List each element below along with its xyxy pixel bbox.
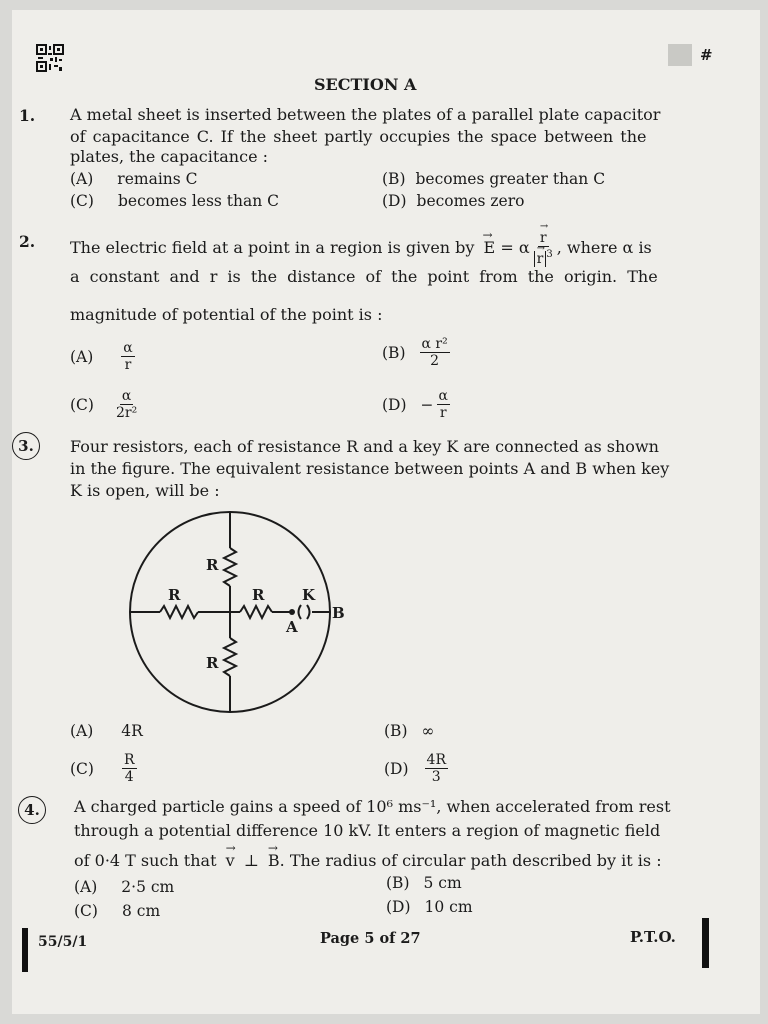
point-a-label: A: [286, 618, 298, 636]
footer-code: 55/5/1: [38, 934, 88, 950]
question-4-option-c: (C) 8 cm: [74, 902, 161, 920]
footer-pto: P.T.O.: [630, 928, 676, 946]
question-3-option-d: (D) $\frac{4R}{3}$: [384, 752, 446, 785]
question-2-option-b: (B) $\frac{\text{α r²}}{2}$: [382, 336, 448, 369]
question-1-option-d: (D) becomes zero: [382, 192, 525, 210]
corner-mark: [668, 44, 692, 66]
point-b-label: B: [332, 604, 345, 622]
question-4-line-2: through a potential difference 10 kV. It enters a region of magnetic field: [74, 821, 661, 840]
qr-code-icon: [36, 44, 64, 72]
circuit-diagram: [120, 508, 370, 718]
question-1-option-c: (C) becomes less than C: [70, 192, 280, 210]
question-2-option-a: (A) $\frac{\alpha}{r}$: [70, 340, 133, 373]
question-4-option-a: (A) 2·5 cm: [74, 878, 175, 896]
question-2-option-c: (C) $\frac{\alpha}{\text{2r²}}$: [70, 388, 138, 421]
resistor-left-symbol: [160, 606, 198, 618]
question-4-option-b: (B) 5 cm: [386, 874, 462, 892]
question-1-number: 1.: [19, 106, 36, 125]
question-1-line-3: plates, the capacitance :: [70, 147, 269, 166]
question-2-option-d: (D) − $\frac{\alpha}{r}$: [382, 388, 448, 421]
question-4-number: 4.: [18, 796, 46, 824]
question-1-line-2: of capacitance C. If the sheet partly occupies the space between the: [70, 127, 647, 146]
question-1-option-b: (B) becomes greater than C: [382, 170, 606, 188]
key-symbol: [299, 605, 310, 619]
question-2-number: 2.: [19, 232, 36, 251]
point-a-dot: [289, 609, 295, 615]
question-3-line-2: in the figure. The equivalent resistance between points A and B when key: [70, 459, 670, 478]
resistor-top-label: R: [206, 556, 219, 574]
footer-left-bar: [22, 928, 28, 972]
question-3-number: 3.: [12, 432, 40, 460]
exam-page: [12, 10, 760, 1014]
footer-page-number: Page 5 of 27: [320, 930, 421, 947]
key-label: K: [302, 586, 316, 604]
question-3-option-a: (A) 4R: [70, 722, 143, 740]
question-4-option-d: (D) 10 cm: [386, 898, 473, 916]
section-title: SECTION A: [314, 75, 417, 94]
question-3-line-3: K is open, will be :: [70, 481, 220, 500]
question-3-line-1: Four resistors, each of resistance R and a key K are connected as shown: [70, 437, 659, 456]
resistor-mid-label: R: [252, 586, 265, 604]
question-2-line-3: magnitude of potential of the point is :: [70, 305, 383, 324]
resistor-mid-symbol: [240, 606, 272, 618]
question-3-option-b: (B) ∞: [384, 722, 435, 740]
page-hash: #: [700, 46, 713, 64]
question-4-line-1: A charged particle gains a speed of 10⁶ ms⁻¹, when accelerated from rest: [74, 797, 671, 816]
question-3-option-c: (C) $\frac{R}{4}$: [70, 752, 135, 785]
resistor-left-label: R: [168, 586, 181, 604]
footer-right-bar: [702, 918, 709, 968]
resistor-top-symbol: [224, 548, 236, 586]
question-2-line-2: a constant and r is the distance of the point from the origin. The: [70, 267, 658, 286]
question-4-line-3: of 0·4 T such that → v ⊥ → B. The radius of circular path described by it is :: [74, 841, 662, 870]
resistor-bottom-symbol: [224, 638, 236, 676]
question-2-line-1: The electric field at a point in a region is given by → E = α → r → r $^3$ , where α is: [70, 221, 652, 267]
resistor-bottom-label: R: [206, 654, 219, 672]
question-1-option-a: (A) remains C: [70, 170, 198, 188]
question-1-line-1: A metal sheet is inserted between the plates of a parallel plate capacitor: [70, 105, 661, 124]
